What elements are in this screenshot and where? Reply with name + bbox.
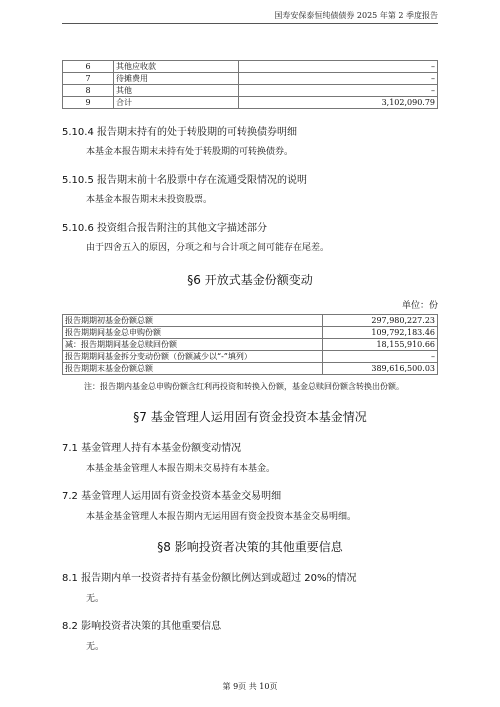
row-label: 报告期期初基金份额总额: [63, 315, 323, 327]
row-value: 18,155,910.66: [323, 339, 438, 351]
row-label: 减：报告期期间基金总赎回份额: [63, 339, 323, 351]
section-5-10-6-body: 由于四舍五入的原因，分项之和与合计项之间可能存在尾差。: [86, 243, 330, 253]
section-5-10-5-body: 本基金本报告期末未投资股票。: [86, 195, 213, 205]
row-number: 6: [63, 61, 114, 73]
section-7-title: §7 基金管理人运用固有资金投资本基金情况: [133, 410, 367, 424]
table-note: 注：报告期内基金总申购份额含红利再投资和转换入份额，基金总赎回份额含转换出份额。: [84, 382, 404, 391]
section-5-10-4-title: 5.10.4 报告期末持有的处于转股期的可转换债券明细: [62, 127, 297, 138]
table-row: [63, 327, 438, 339]
row-number: 7: [63, 73, 114, 85]
row-label: 报告期期间基金总申购份额: [63, 327, 323, 339]
table-row: [63, 97, 438, 109]
section-5-10-5-title: 5.10.5 报告期末前十名股票中存在流通受限情况的说明: [62, 175, 307, 186]
row-value: –: [239, 73, 438, 85]
row-name: 合计: [114, 97, 239, 109]
section-8-2-title: 8.2 影响投资者决策的其他重要信息: [62, 621, 222, 632]
row-name: 待摊费用: [114, 73, 239, 85]
table-row: [63, 315, 438, 327]
row-number: 9: [63, 97, 114, 109]
share-change-table: [62, 314, 438, 375]
section-5-10-4-body: 本基金本报告期末未持有处于转股期的可转换债券。: [86, 147, 294, 157]
row-value: –: [239, 85, 438, 97]
section-7-1-body: 本基金基金管理人本报告期未交易持有本基金。: [86, 464, 276, 474]
page-header: 国寿安保泰恒纯债债券 2025 年第 2 季度报告: [62, 10, 438, 24]
row-value: –: [239, 61, 438, 73]
row-label: 报告期期末基金份额总额: [63, 363, 323, 375]
row-value: 109,792,183.46: [323, 327, 438, 339]
row-value: –: [323, 351, 438, 363]
row-value: 297,980,227.23: [323, 315, 438, 327]
table-row: [63, 363, 438, 375]
other-assets-table: [62, 60, 438, 109]
row-label: 报告期期间基金拆分变动份额（份额减少以“-”填列）: [63, 351, 323, 363]
table-row: [63, 73, 438, 85]
section-8-2-body: 无。: [86, 642, 105, 652]
table-row: [63, 61, 438, 73]
section-6-title: §6 开放式基金份额变动: [187, 273, 313, 287]
section-7-2-body: 本基金基金管理人本报告期内无运用固有资金投资本基金交易明细。: [86, 512, 357, 522]
table-row: [63, 351, 438, 363]
page-content: [62, 60, 438, 652]
section-8-title: §8 影响投资者决策的其他重要信息: [157, 540, 343, 554]
section-5-10-6-title: 5.10.6 投资组合报告附注的其他文字描述部分: [62, 223, 267, 234]
row-value: 389,616,500.03: [323, 363, 438, 375]
section-7-1-title: 7.1 基金管理人持有本基金份额变动情况: [62, 443, 242, 454]
section-8-1-body: 无。: [86, 594, 105, 604]
row-value: 3,102,090.79: [239, 97, 438, 109]
page-footer: 第 9页 共 10页: [222, 682, 278, 691]
section-7-2-title: 7.2 基金管理人运用固有资金投资本基金交易明细: [62, 491, 282, 502]
row-name: 其他: [114, 85, 239, 97]
table-row: [63, 85, 438, 97]
unit-label: 单位：份: [401, 301, 438, 311]
section-8-1-title: 8.1 报告期内单一投资者持有基金份额比例达到或超过 20%的情况: [62, 573, 357, 584]
row-number: 8: [63, 85, 114, 97]
table-row: [63, 339, 438, 351]
row-name: 其他应收款: [114, 61, 239, 73]
